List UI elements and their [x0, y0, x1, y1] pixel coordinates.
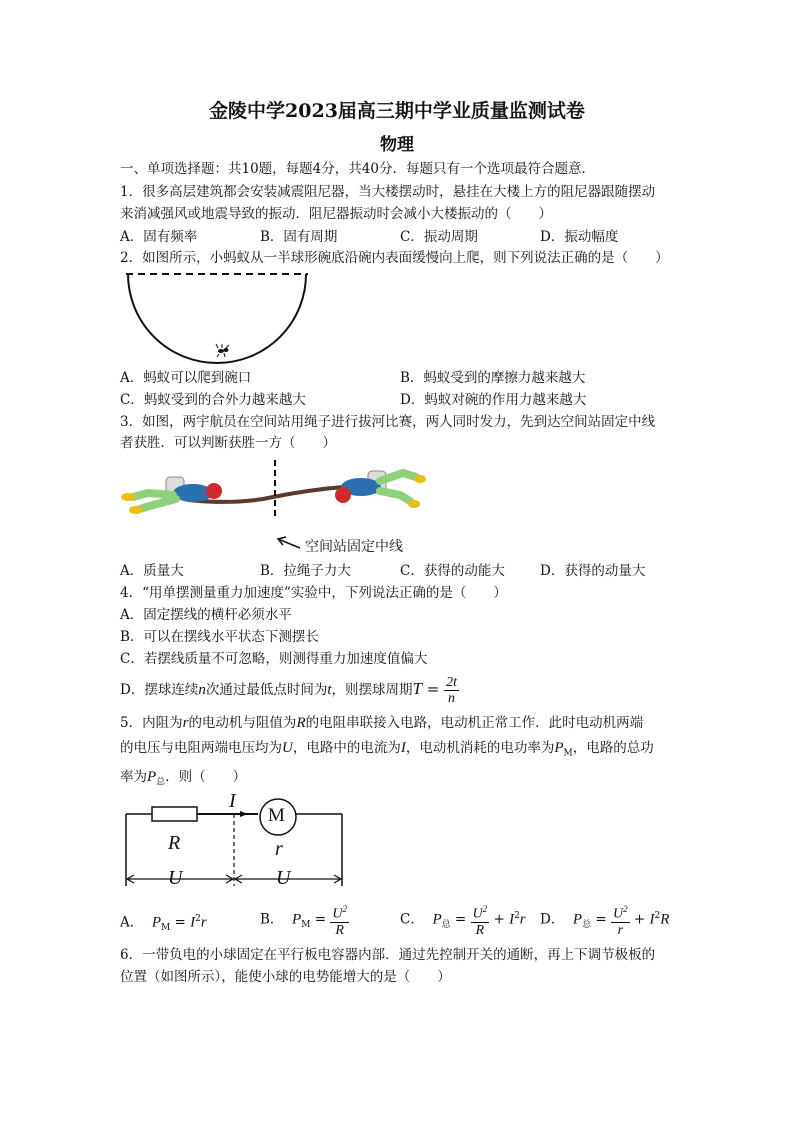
- q4-option-d: D．摆球连续n次通过最低点时间为t，则摆球周期T = $\frac{2t}{n}$: [120, 675, 457, 706]
- section-heading: 一、单项选择题：共10题，每题4分，共40分．每题只有一个选项最符合题意．: [120, 161, 595, 177]
- q6-line1: 6．一带负电的小球固定在平行板电容器内部．通过先控制开关的通断，再上下调节极板的: [120, 947, 656, 963]
- q5-line2: 的电压与电阻两端电压均为U，电路中的电流为I，电动机消耗的电功率为$P_M$，电路的总功: [120, 740, 654, 759]
- q2-option-c: C．蚂蚁受到的合外力越来越大: [120, 392, 306, 408]
- hemispherical-bowl-figure: [122, 268, 312, 368]
- center-line-label: 空间站固定中线: [305, 539, 403, 555]
- q1-line2: 来消减强风或地震导致的振动．阻尼器振动时会减小大楼振动的（ ）: [120, 206, 552, 222]
- var-t: t: [327, 682, 332, 698]
- q2-option-b: B．蚂蚁受到的摩擦力越来越大: [400, 370, 586, 386]
- q2-line1: 2．如图所示，小蚂蚁从一半球形碗底沿碗内表面缓慢向上爬，则下列说法正确的是（ ）: [120, 250, 669, 266]
- var-n: n: [198, 682, 206, 698]
- q1-option-d: D．振动幅度: [540, 229, 619, 245]
- q3-option-d: D．获得的动量大: [540, 563, 646, 579]
- circuit-voltage-left-label: U: [168, 867, 183, 889]
- q3-option-b: B．拉绳子力大: [260, 563, 351, 579]
- motor-label: M: [268, 805, 285, 826]
- circuit-resistor-label: R: [168, 832, 181, 854]
- circuit-voltage-right-label: U: [276, 867, 291, 889]
- q4-option-b: B．可以在摆线水平状态下测摆长: [120, 629, 319, 645]
- circuit-current-label: I: [229, 790, 236, 812]
- q1-line1: 1．很多高层建筑都会安装减震阻尼器，当大楼摆动时，悬挂在大楼上方的阻尼器跟随摆动: [120, 184, 656, 200]
- subject-title: 物理: [380, 135, 414, 155]
- q3-line1: 3．如图，两宇航员在空间站用绳子进行拔河比赛，两人同时发力，先到达空间站固定中线: [120, 414, 656, 430]
- circuit-diagram: [122, 790, 354, 896]
- q5-line1: 5．内阻为r的电动机与阻值为R的电阻串联接入电路，电动机正常工作．此时电动机两端: [120, 715, 644, 731]
- q4-option-d-text1: D．摆球连续: [120, 682, 199, 698]
- q5-option-a: A． $P_M = I^2r$: [120, 914, 207, 934]
- q3-option-a: A．质量大: [120, 563, 184, 579]
- left-astronaut-icon: [121, 477, 222, 514]
- q1-option-c: C．振动周期: [400, 229, 478, 245]
- q5-option-c: C． $P_总$ = $\frac{U^2}{R}$ + $I^2r$: [400, 904, 526, 938]
- ant-icon: [216, 344, 229, 357]
- q5-line3: 率为$P_总$．则（ ）: [120, 769, 247, 788]
- q3-line2: 者获胜．可以判断获胜一方（ ）: [120, 435, 336, 451]
- var-T: T: [412, 679, 422, 698]
- q2-option-a: A．蚂蚁可以爬到碗口: [120, 370, 252, 386]
- q4-option-d-text3: ，则摆球周期: [331, 682, 413, 698]
- q2-option-d: D．蚂蚁对碗的作用力越来越大: [400, 392, 587, 408]
- q5-option-d: D． $P_总$ = $\frac{U^2}{r}$ + $I^2R$: [540, 904, 670, 938]
- q1-option-b: B．固有周期: [260, 229, 338, 245]
- q4-option-c: C．若摆线质量不可忽略，则测得重力加速度值偏大: [120, 651, 428, 667]
- exam-title: 金陵中学2023届高三期中学业质量监测试卷: [209, 100, 585, 122]
- q1-option-a: A．固有频率: [120, 229, 198, 245]
- resistor-r: [152, 807, 197, 821]
- q4-line1: 4．“用单摆测量重力加速度”实验中，下列说法正确的是（ ）: [120, 585, 507, 601]
- q3-option-c: C．获得的动能大: [400, 563, 505, 579]
- q4-option-a: A．固定摆线的横杆必须水平: [120, 607, 292, 623]
- q5-option-b: B． $P_M$ = $\frac{U^2}{R}$: [260, 904, 347, 938]
- circuit-internal-resistance-label: r: [275, 838, 283, 860]
- period-fraction: $\frac{2t}{n}$: [446, 675, 457, 706]
- q4-option-d-text2: 次通过最低点时间为: [205, 682, 328, 698]
- right-astronaut-icon: [335, 471, 426, 508]
- q6-line2: 位置（如图所示），能使小球的电势能增大的是（ ）: [120, 969, 451, 985]
